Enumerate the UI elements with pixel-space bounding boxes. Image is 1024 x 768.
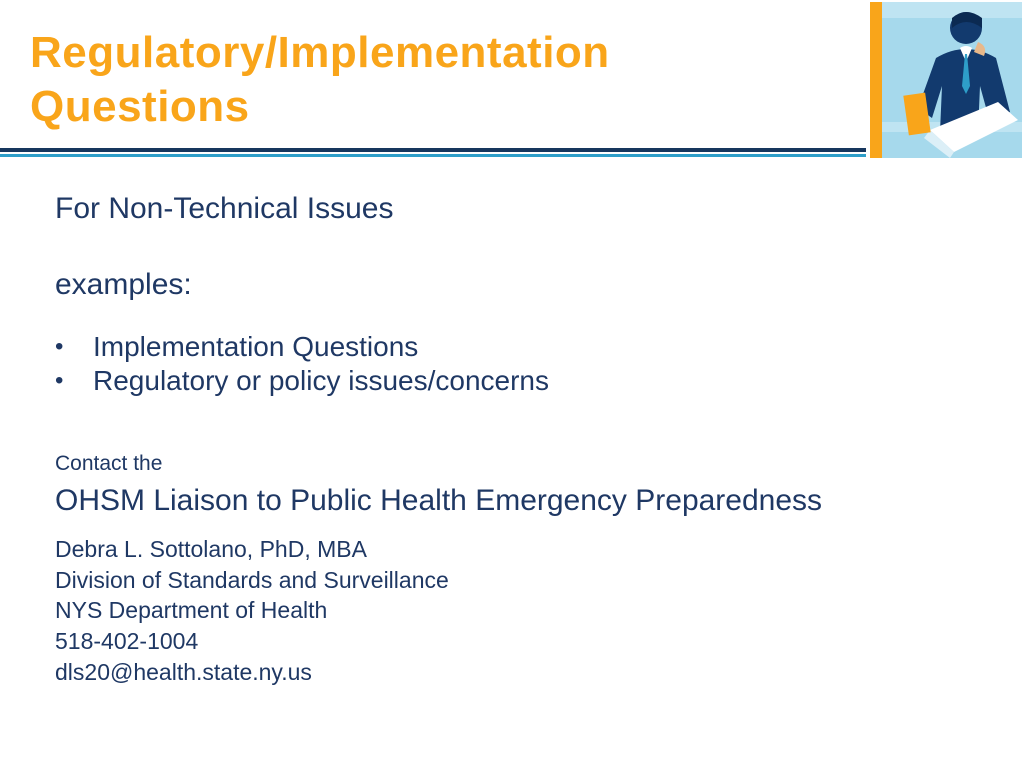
divider-teal-bar xyxy=(0,154,866,157)
examples-bullet-list xyxy=(55,330,955,398)
contact-email: dls20@health.state.ny.us xyxy=(55,658,312,685)
contact-intro: Contact the xyxy=(55,452,163,476)
list-item xyxy=(55,330,955,364)
contact-phone: 518-402-1004 xyxy=(55,628,199,655)
section-heading: For Non-Technical Issues xyxy=(55,192,394,225)
contact-name: Debra L. Sottolano, PhD, MBA xyxy=(55,536,367,563)
examples-label: examples: xyxy=(55,268,192,301)
businessman-clipart xyxy=(870,2,1022,158)
list-item xyxy=(55,364,955,398)
bullet-text: Regulatory or policy issues/concerns xyxy=(93,365,549,397)
contact-role: OHSM Liaison to Public Health Emergency Preparedness xyxy=(55,484,823,518)
slide-title xyxy=(30,26,850,133)
contact-block xyxy=(55,452,955,687)
slide-title-line2: Questions xyxy=(30,81,250,131)
bullet-icon: • xyxy=(55,333,64,360)
contact-division: Division of Standards and Surveillance xyxy=(55,566,449,593)
contact-department: NYS Department of Health xyxy=(55,597,328,624)
bullet-icon: • xyxy=(55,367,64,395)
businessman-clipart-svg xyxy=(870,2,1022,158)
slide-title-line1: Regulatory/Implementation xyxy=(30,28,610,77)
slide-body xyxy=(55,192,955,687)
bullet-text: Implementation Questions xyxy=(93,331,419,362)
title-divider xyxy=(0,148,866,157)
